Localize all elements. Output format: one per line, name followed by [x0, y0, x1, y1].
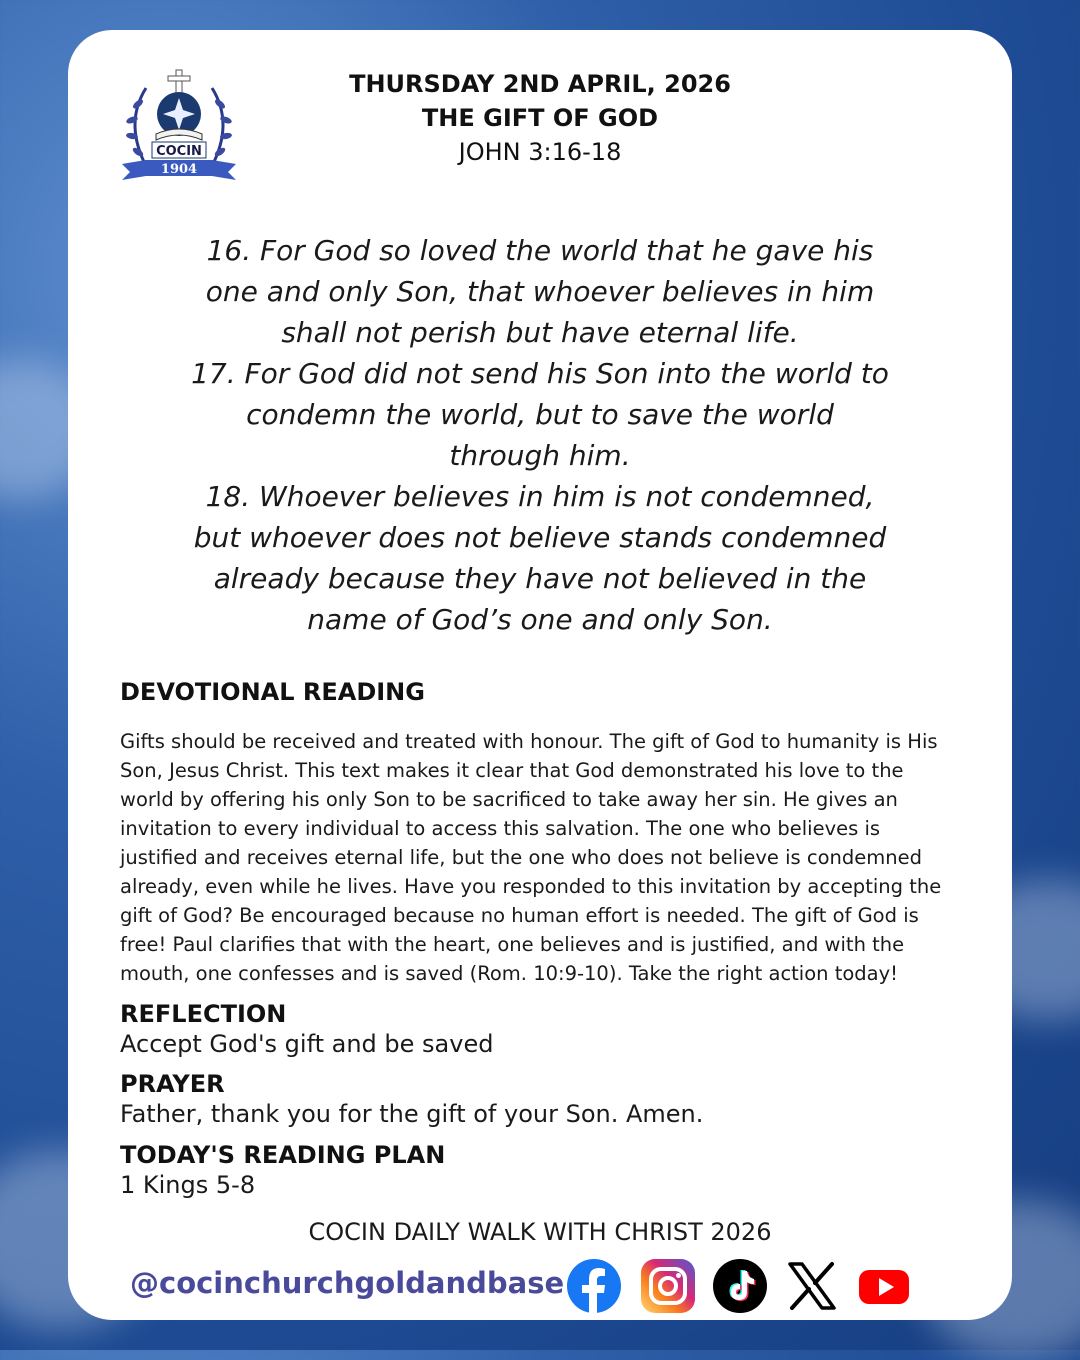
svg-text:COCIN: COCIN	[156, 144, 202, 159]
instagram-icon[interactable]	[640, 1258, 696, 1314]
devotional-heading: DEVOTIONAL READING	[120, 678, 425, 706]
verse-16: 16. For God so loved the world that he gave his one and only Son, that whoever believes in him shall not perish but have eternal life.	[205, 234, 875, 349]
reflection-text: Accept God's gift and be saved	[120, 1030, 494, 1058]
youtube-icon[interactable]	[856, 1258, 912, 1314]
reading-plan-text: 1 Kings 5-8	[120, 1171, 256, 1199]
scripture-verses	[188, 230, 892, 640]
devotional-title: THE GIFT OF GOD	[421, 104, 659, 132]
verse-18: 18. Whoever believes in him is not condemned, but whoever does not believe stands condemned already because they have not believed in the name of God’s one and only Son.	[193, 480, 887, 636]
verse-17: 17. For God did not send his Son into the world to condemn the world, but to save the world through him.	[191, 357, 889, 472]
devotional-card	[68, 30, 1012, 1320]
prayer-heading: PRAYER	[120, 1070, 225, 1098]
facebook-icon[interactable]	[566, 1258, 622, 1314]
svg-text:1904: 1904	[160, 162, 198, 177]
reflection-heading: REFLECTION	[120, 1000, 287, 1028]
devotional-date: THURSDAY 2ND APRIL, 2026	[349, 70, 731, 98]
social-handle[interactable]: @cocinchurchgoldandbase	[130, 1266, 565, 1300]
scripture-reference: JOHN 3:16-18	[458, 138, 622, 166]
reading-plan-heading: TODAY'S READING PLAN	[120, 1141, 446, 1169]
prayer-text: Father, thank you for the gift of your Son. Amen.	[120, 1100, 704, 1128]
x-icon[interactable]	[784, 1258, 840, 1314]
tiktok-icon[interactable]	[712, 1258, 768, 1314]
footer-title: COCIN DAILY WALK WITH CHRIST 2026	[308, 1218, 772, 1246]
devotional-body: Gifts should be received and treated with honour. The gift of God to humanity is His Son, Jesus Christ. This text makes it clear that God demonstrated his love to the world by offering his only Son to be sacrificed to take away her sin. He gives an invitation to every individual to access this salvation. The one who believes is justified and receives eternal life, but the one who does not believe is condemned already, even while he lives. Have you responded to this invitation by accepting the gift of God? Be encouraged because no human effort is needed. The gift of God is free! Paul clarifies that with the heart, one believes and is justified, and with the mouth, one confesses and is saved (Rom. 10:9-10). Take the right action today!	[120, 730, 942, 985]
